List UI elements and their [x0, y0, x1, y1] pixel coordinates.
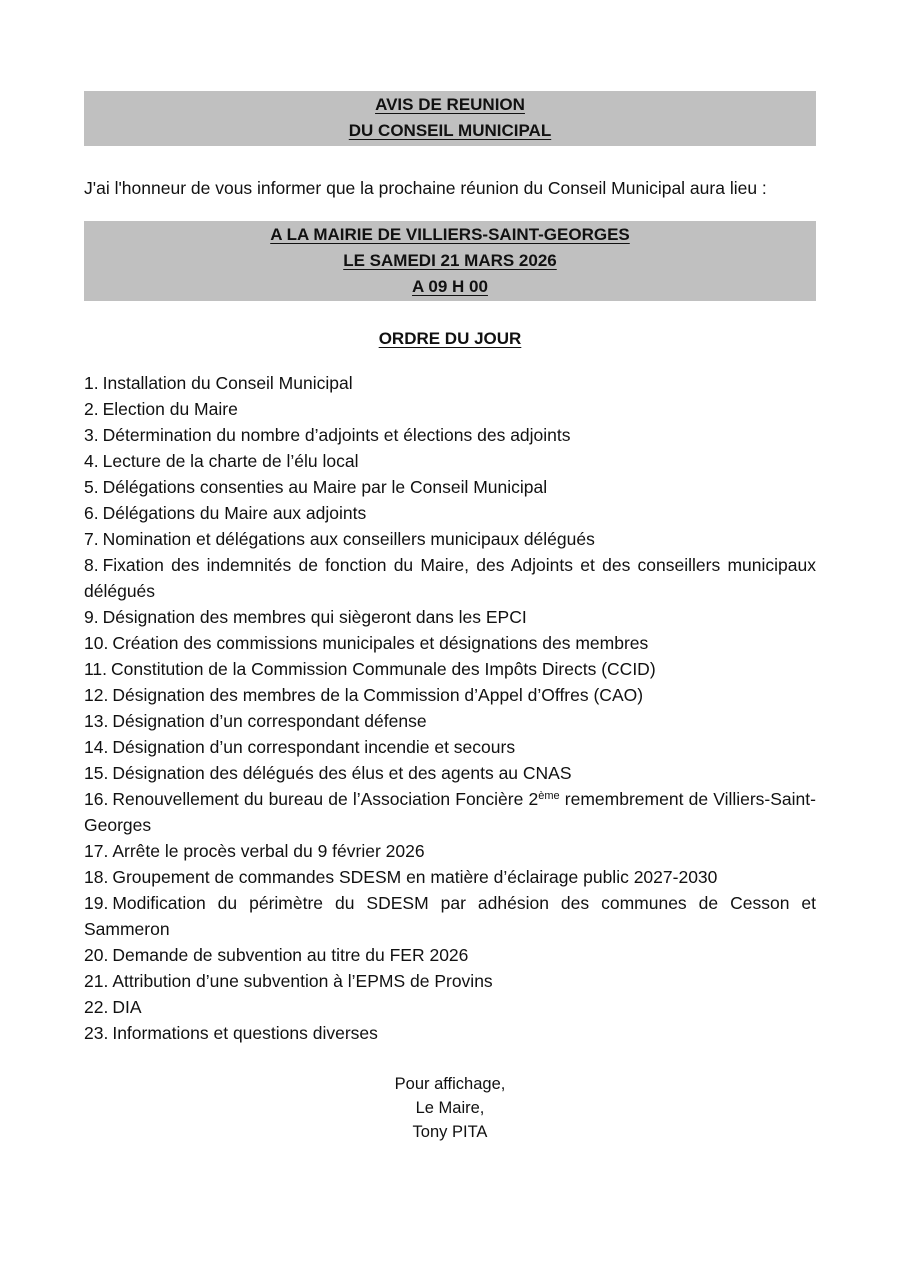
agenda-item-number: 3. — [84, 425, 99, 445]
agenda-item-text: Demande de subvention au titre du FER 2026 — [112, 945, 469, 965]
agenda-item-number: 20. — [84, 945, 109, 965]
signature-role: Le Maire, — [415, 1099, 485, 1117]
agenda-item-number: 5. — [84, 477, 99, 497]
notice-title: AVIS DE REUNION — [375, 95, 525, 114]
agenda-item — [84, 786, 816, 838]
agenda-item-text: Election du Maire — [102, 399, 238, 419]
notice-subtitle: DU CONSEIL MUNICIPAL — [348, 121, 552, 140]
signature-posting-note: Pour affichage, — [394, 1075, 506, 1093]
agenda-item-text-after: remembrement de Villiers-Saint-Georges — [84, 789, 816, 835]
agenda-item-number: 16. — [84, 789, 109, 809]
agenda-item — [84, 396, 816, 422]
agenda-item — [84, 890, 816, 942]
agenda-item-number: 4. — [84, 451, 99, 471]
intro-paragraph: J'ai l'honneur de vous informer que la prochaine réunion du Conseil Municipal aura lieu : — [84, 178, 767, 198]
agenda-item-text: Désignation des membres qui siègeront dans les EPCI — [102, 607, 527, 627]
meeting-time: A 09 H 00 — [412, 277, 488, 296]
agenda-item-text: Constitution de la Commission Communale des Impôts Directs (CCID) — [111, 659, 656, 679]
agenda-item-text: Délégations du Maire aux adjoints — [102, 503, 367, 523]
notice-header-banner — [84, 91, 816, 146]
agenda-item-text: Délégations consenties au Maire par le Conseil Municipal — [102, 477, 548, 497]
agenda-item-text: Désignation des délégués des élus et des agents au CNAS — [112, 763, 572, 783]
agenda-item-text: Détermination du nombre d’adjoints et élections des adjoints — [102, 425, 571, 445]
agenda-item — [84, 370, 816, 396]
agenda-item — [84, 1020, 816, 1046]
agenda-item-text: Fixation des indemnités de fonction du Maire, des Adjoints et des conseillers municipaux délégués — [84, 555, 816, 601]
agenda-item-number: 6. — [84, 503, 99, 523]
agenda-item-number: 2. — [84, 399, 99, 419]
agenda-list — [84, 370, 816, 1046]
agenda-title: ORDRE DU JOUR — [378, 329, 522, 348]
agenda-item-text: DIA — [112, 997, 142, 1017]
agenda-item-number: 10. — [84, 633, 109, 653]
agenda-item — [84, 630, 816, 656]
meeting-place: A LA MAIRIE DE VILLIERS-SAINT-GEORGES — [270, 225, 630, 244]
agenda-item-text: Désignation d’un correspondant incendie et secours — [112, 737, 516, 757]
agenda-item-number: 11. — [84, 659, 108, 679]
agenda-item-number: 7. — [84, 529, 99, 549]
agenda-item-number: 12. — [84, 685, 109, 705]
agenda-item-text: Arrête le procès verbal du 9 février 2026 — [112, 841, 425, 861]
agenda-item-number: 22. — [84, 997, 109, 1017]
agenda-item — [84, 760, 816, 786]
agenda-item-number: 13. — [84, 711, 109, 731]
agenda-item — [84, 656, 816, 682]
agenda-item-text: Désignation des membres de la Commission d’Appel d’Offres (CAO) — [112, 685, 644, 705]
agenda-item — [84, 552, 816, 604]
agenda-item — [84, 708, 816, 734]
agenda-item — [84, 474, 816, 500]
meeting-date: LE SAMEDI 21 MARS 2026 — [343, 251, 557, 270]
agenda-item-number: 18. — [84, 867, 109, 887]
agenda-item-text: Nomination et délégations aux conseillers municipaux délégués — [102, 529, 595, 549]
agenda-item-text: Modification du périmètre du SDESM par adhésion des communes de Cesson et Sammeron — [84, 893, 816, 939]
agenda-item — [84, 864, 816, 890]
agenda-item — [84, 604, 816, 630]
agenda-item-number: 21. — [84, 971, 109, 991]
agenda-item-number: 14. — [84, 737, 109, 757]
agenda-item-text: Groupement de commandes SDESM en matière d’éclairage public 2027-2030 — [112, 867, 718, 887]
agenda-item — [84, 994, 816, 1020]
agenda-item-text: Informations et questions diverses — [112, 1023, 378, 1043]
agenda-item-text: Désignation d’un correspondant défense — [112, 711, 427, 731]
agenda-item-text: Lecture de la charte de l’élu local — [102, 451, 359, 471]
agenda-item — [84, 422, 816, 448]
agenda-item-text: Attribution d’une subvention à l’EPMS de Provins — [112, 971, 493, 991]
agenda-item-number: 19. — [84, 893, 109, 913]
agenda-item-number: 23. — [84, 1023, 109, 1043]
agenda-item — [84, 526, 816, 552]
agenda-item-number: 8. — [84, 555, 99, 575]
agenda-item — [84, 448, 816, 474]
agenda-item-number: 17. — [84, 841, 109, 861]
agenda-item-text: Création des commissions municipales et désignations des membres — [112, 633, 649, 653]
agenda-item — [84, 968, 816, 994]
agenda-item-number: 15. — [84, 763, 109, 783]
agenda-item-text: Installation du Conseil Municipal — [102, 373, 353, 393]
agenda-item — [84, 838, 816, 864]
signature-block — [84, 1072, 816, 1144]
agenda-item — [84, 734, 816, 760]
meeting-info-banner — [84, 221, 816, 301]
agenda-item — [84, 682, 816, 708]
agenda-item — [84, 942, 816, 968]
agenda-item — [84, 500, 816, 526]
agenda-item-text-before: Renouvellement du bureau de l’Association Foncière 2 — [112, 789, 539, 809]
agenda-item-number: 1. — [84, 373, 99, 393]
signature-name: Tony PITA — [412, 1123, 488, 1141]
agenda-item-superscript: ème — [538, 790, 560, 802]
agenda-item-number: 9. — [84, 607, 99, 627]
document-page — [84, 91, 816, 1144]
